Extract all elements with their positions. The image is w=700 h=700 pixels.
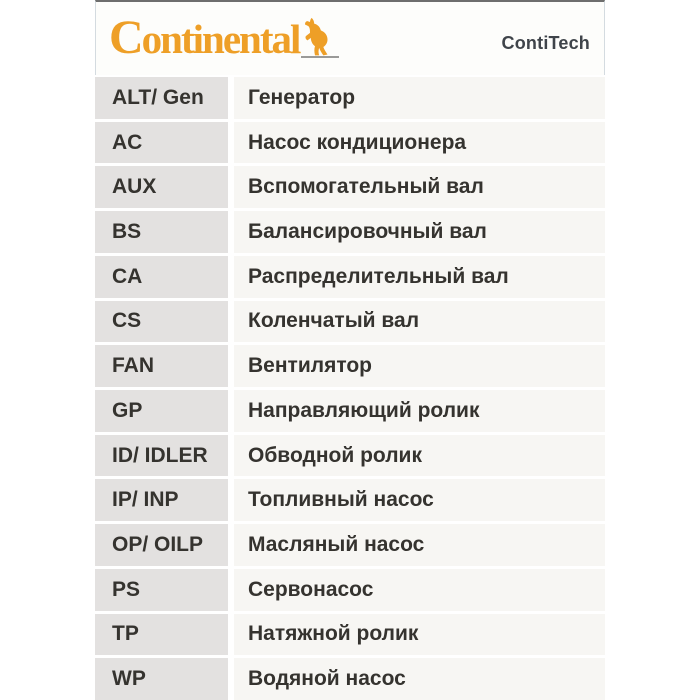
table-row (95, 301, 605, 343)
table-row (95, 166, 605, 208)
name-cell: Насос кондиционера (234, 122, 605, 164)
name-cell: Балансировочный вал (234, 211, 605, 253)
table-row (95, 211, 605, 253)
name-cell: Топливный насос (234, 479, 605, 521)
abbr-cell: GP (95, 390, 228, 432)
table-row (95, 569, 605, 611)
continental-wordmark: Continental (109, 11, 300, 64)
abbr-cell: WP (95, 658, 228, 700)
abbr-cell: ID/ IDLER (95, 435, 228, 477)
table-row (95, 479, 605, 521)
continental-logo (109, 11, 339, 64)
abbr-cell: CA (95, 256, 228, 298)
abbr-cell: AC (95, 122, 228, 164)
brand-header (95, 0, 605, 75)
contitech-logo: ContiTech (501, 33, 590, 53)
name-cell: Направляющий ролик (234, 390, 605, 432)
table-row (95, 524, 605, 566)
abbr-cell: BS (95, 211, 228, 253)
table-row (95, 77, 605, 119)
table-row (95, 122, 605, 164)
rearing-horse-icon (301, 17, 339, 58)
name-cell: Обводной ролик (234, 435, 605, 477)
abbr-cell: AUX (95, 166, 228, 208)
name-cell: Вспомогательный вал (234, 166, 605, 208)
name-cell: Натяжной ролик (234, 614, 605, 656)
table-row (95, 345, 605, 387)
table-row (95, 435, 605, 477)
name-cell: Сервонасос (234, 569, 605, 611)
content-card (95, 0, 605, 700)
table-row (95, 390, 605, 432)
abbr-cell: ALT/ Gen (95, 77, 228, 119)
table-row (95, 256, 605, 298)
abbr-cell: CS (95, 301, 228, 343)
abbr-cell: PS (95, 569, 228, 611)
horse-ground-line (301, 56, 339, 58)
name-cell: Коленчатый вал (234, 301, 605, 343)
abbr-cell: OP/ OILP (95, 524, 228, 566)
abbreviation-table (95, 75, 605, 700)
name-cell: Вентилятор (234, 345, 605, 387)
abbr-cell: FAN (95, 345, 228, 387)
table-row (95, 614, 605, 656)
name-cell: Водяной насос (234, 658, 605, 700)
abbr-cell: IP/ INP (95, 479, 228, 521)
table-row (95, 658, 605, 700)
name-cell: Распределительный вал (234, 256, 605, 298)
abbr-cell: TP (95, 614, 228, 656)
name-cell: Масляный насос (234, 524, 605, 566)
name-cell: Генератор (234, 77, 605, 119)
